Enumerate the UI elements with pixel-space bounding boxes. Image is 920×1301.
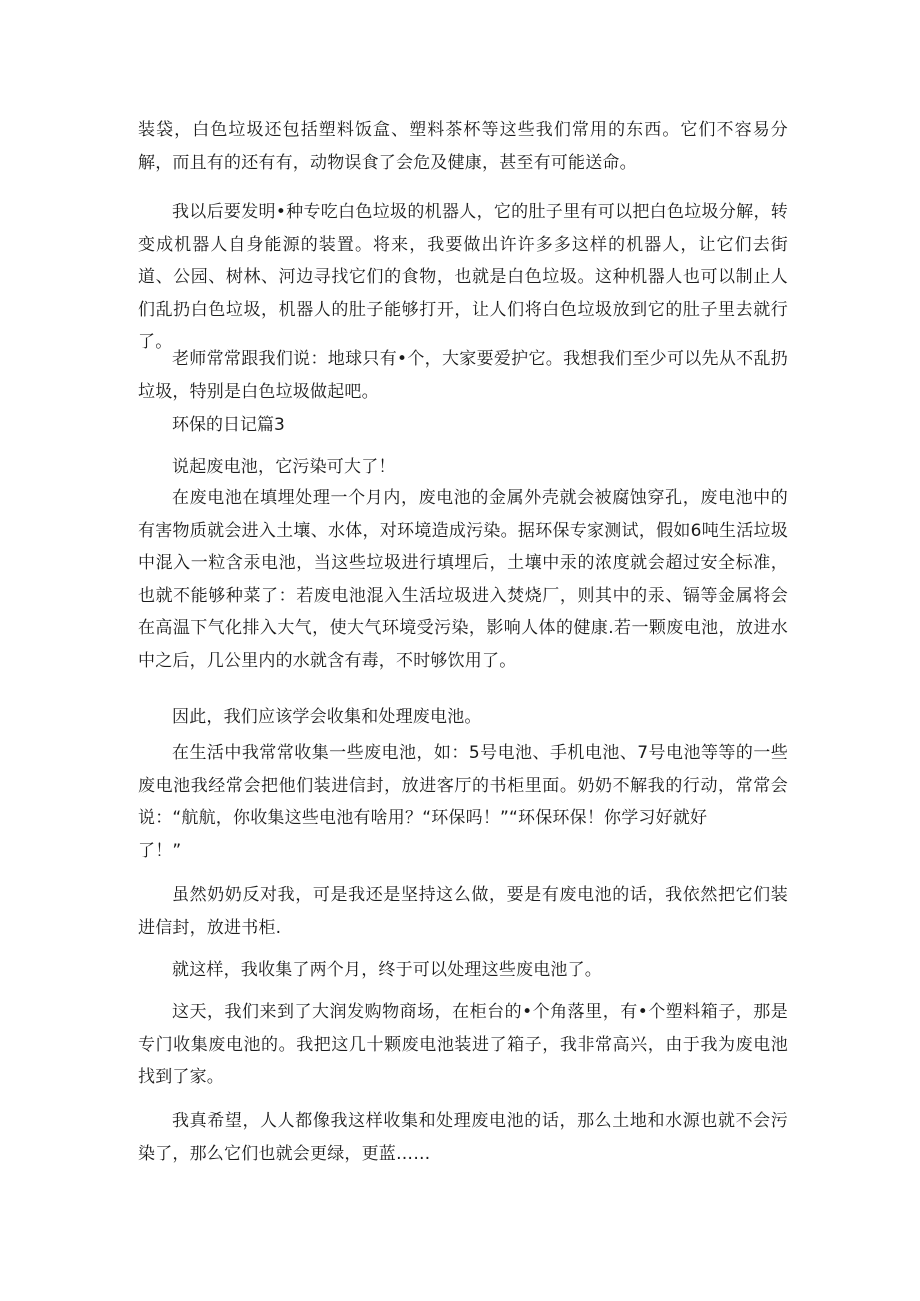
paragraph-hope: 我真希望，人人都像我这样收集和处理废电池的话，那么土地和水源也就不会污染了，那么它们也就会更绿，更蓝…… [138, 1111, 788, 1164]
paragraph-grandma-opposes: 虽然奶奶反对我，可是我还是坚持这么做，要是有废电池的话，我依然把它们装进信封，放进书柜. [138, 885, 788, 938]
paragraph-battery-pollution: 在废电池在填埋处理一个月内，废电池的金属外壳就会被腐蚀穿孔，废电池中的有害物质就会进入土壤、水体，对环境造成污染。据环保专家测试，假如6吨生活垃圾中混入一粒含汞电池，当这些垃圾进行填埋后，土壤中汞的浓度就会超过安全标准，也就不能够种菜了：若废电池混入生活垃圾进入焚烧厂，则其中的汞、镉等金属将会在高温下气化排入大气，使大气环境受污染，影响人体的健康.若一颗废电池，放进水中之后，几公里内的水就含有毒，不时够饮用了。 [138, 488, 788, 671]
paragraph-white-garbage-types: 装袋，白色垃圾还包括塑料饭盒、塑料茶杯等这些我们常用的东西。它们不容易分解，而且有的还有有，动物误食了会危及健康，甚至有可能送命。 [138, 120, 788, 173]
paragraph-quote-ending: 了！” [138, 841, 182, 861]
paragraph-shopping-mall: 这天，我们来到了大润发购物商场，在柜台的•个角落里，有•个塑料箱子，那是专门收集废电池的。我把这几十颗废电池装进了箱子，我非常高兴，由于我为废电池找到了家。 [138, 1002, 788, 1087]
paragraph-teacher-advice: 老师常常跟我们说：地球只有•个，大家要爱护它。我想我们至少可以先从不乱扔垃圾，特别是白色垃圾做起吧。 [138, 349, 788, 402]
paragraph-collecting-batteries: 在生活中我常常收集一些废电池，如：5号电池、手机电池、7号电池等等的一些废电池我经常会把他们装进信封，放进客厅的书柜里面。奶奶不解我的行动，常常会说：“航航，你收集这些电池有啥用？“环保吗！”“环保环保！你学习好就好 [138, 743, 788, 828]
paragraph-robot-invention: 我以后要发明•种专吃白色垃圾的机器人，它的肚子里有可以把白色垃圾分解，转变成机器人自身能源的装置。将来，我要做出许许多多这样的机器人，让它们去街道、公园、树林、河边寻找它们的食物，也就是白色垃圾。这种机器人也可以制止人们乱扔白色垃圾，机器人的肚子能够打开，让人们将白色垃圾放到它的肚子里去就行了。 [138, 202, 788, 352]
section-heading-diary-3: 环保的日记篇3 [172, 415, 285, 435]
paragraph-should-collect: 因此，我们应该学会收集和处理废电池。 [172, 707, 482, 727]
paragraph-two-months: 就这样，我收集了两个月，终于可以处理这些废电池了。 [172, 960, 602, 980]
paragraph-battery-intro: 说起废电池，它污染可大了！ [172, 457, 396, 477]
